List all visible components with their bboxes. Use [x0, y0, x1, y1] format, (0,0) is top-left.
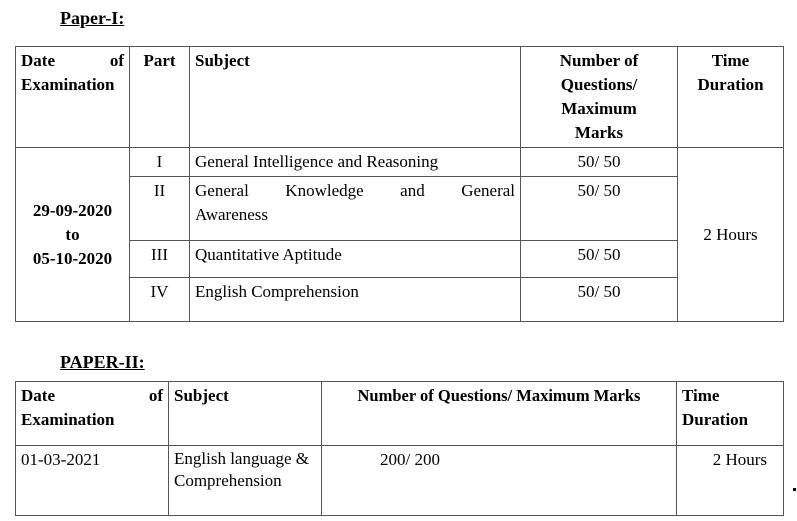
- paper2-header-date: [16, 382, 169, 446]
- paper1-part-1: I: [130, 148, 190, 177]
- paper2-table: [15, 381, 784, 516]
- subject-2-line2: Awareness: [195, 205, 269, 224]
- paper1-part-3: III: [130, 241, 190, 278]
- header-examination-word: Examination: [21, 75, 115, 94]
- paper1-subject-1: General Intelligence and Reasoning: [190, 148, 521, 177]
- paper1-table: [15, 46, 784, 322]
- paper1-header-subject: Subject: [190, 47, 521, 148]
- header2-examination-word: Examination: [21, 410, 115, 429]
- paper2-header-row: [16, 382, 784, 446]
- paper1-part-4: IV: [130, 278, 190, 322]
- paper1-marks-3: 50/ 50: [521, 241, 678, 278]
- stray-dot: [793, 488, 796, 491]
- paper1-header-row: [16, 47, 784, 148]
- paper1-duration-cell: 2 Hours: [678, 148, 784, 322]
- paper2-heading: PAPER-II:: [60, 352, 145, 372]
- paper1-heading: Paper-I:: [60, 8, 125, 28]
- paper1-subject-2: [190, 177, 521, 241]
- paper2-row: [16, 446, 784, 516]
- header-of-word: of: [109, 51, 124, 70]
- date-from: 29-09-2020: [32, 200, 113, 220]
- header-date-word: Date: [21, 51, 55, 70]
- paper1-row-4: [16, 278, 784, 322]
- paper2-duration: 2 Hours: [677, 446, 784, 516]
- paper1-part-2: II: [130, 177, 190, 241]
- date-to: 05-10-2020: [32, 248, 113, 268]
- paper1-marks-2: 50/ 50: [521, 177, 678, 241]
- paper1-row-3: [16, 241, 784, 278]
- paper2-header-time: Time Duration: [677, 382, 784, 446]
- paper2-header-subject: Subject: [169, 382, 322, 446]
- paper1-subject-3: Quantitative Aptitude: [190, 241, 521, 278]
- header2-date-word: Date: [21, 386, 55, 405]
- paper1-header-questions: Number of Questions/ Maximum Marks: [521, 47, 678, 148]
- paper1-marks-4: 50/ 50: [521, 278, 678, 322]
- paper1-row-1: [16, 148, 784, 177]
- header2-of-word: of: [148, 386, 163, 405]
- paper2-header-questions: Number of Questions/ Maximum Marks: [322, 382, 677, 446]
- paper1-header-date: [16, 47, 130, 148]
- paper1-date-cell: [16, 148, 130, 322]
- date-to-word: to: [65, 224, 80, 244]
- paper2-marks: 200/ 200: [322, 446, 677, 516]
- subject-2-line1: General Knowledge and General: [195, 181, 515, 200]
- paper2-subject: English language & Comprehension: [169, 446, 322, 516]
- paper2-date: 01-03-2021: [16, 446, 169, 516]
- paper1-header-time: Time Duration: [678, 47, 784, 148]
- paper1-row-2: [16, 177, 784, 241]
- paper1-marks-1: 50/ 50: [521, 148, 678, 177]
- paper1-header-part: Part: [130, 47, 190, 148]
- paper1-subject-4: English Comprehension: [190, 278, 521, 322]
